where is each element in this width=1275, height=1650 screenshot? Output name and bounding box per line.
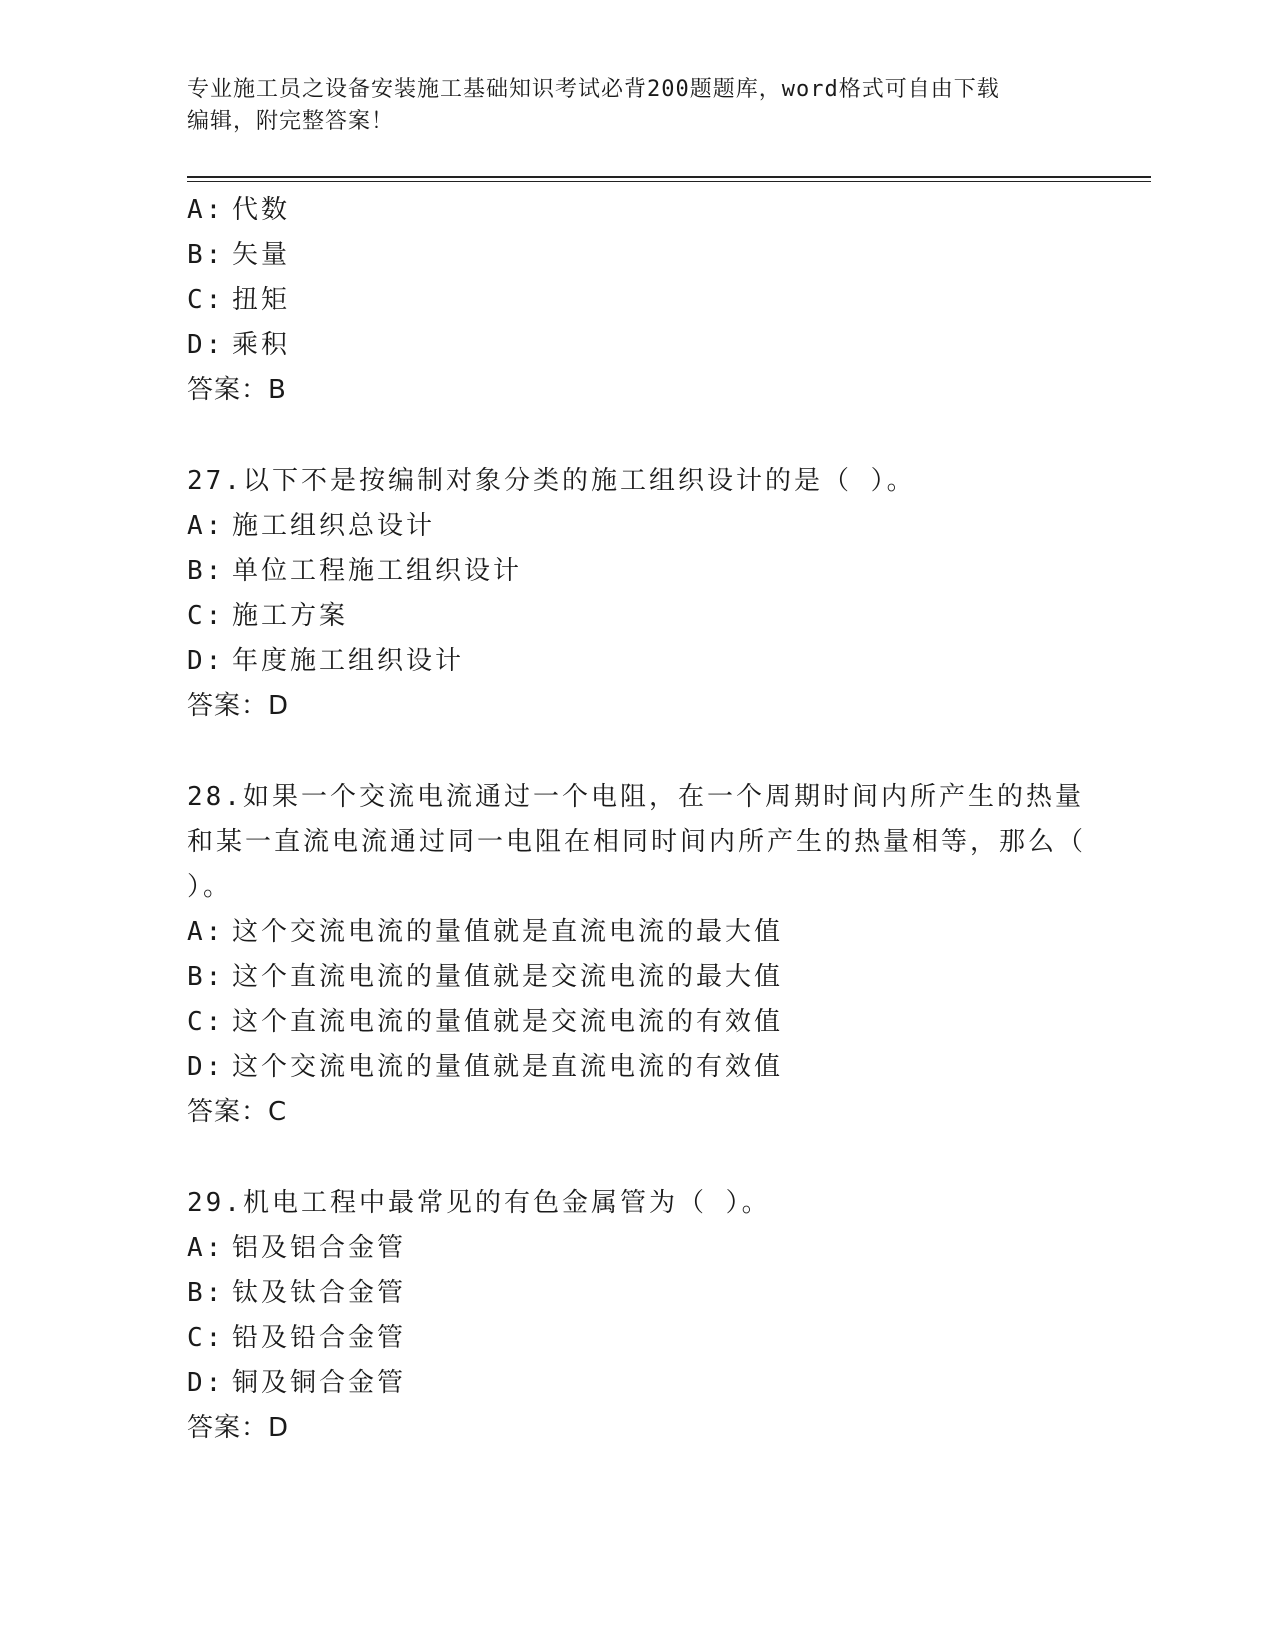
question-stem: 28.如果一个交流电流通过一个电阻，在一个周期时间内所产生的热量和某一直流电流通过同一电阻在相同时间内所产生的热量相等，那么（ ）。 [187,782,1087,902]
spacer [187,1135,1087,1181]
option-d [187,1361,1087,1406]
option-c [187,594,1087,639]
question-stem: 29.机电工程中最常见的有色金属管为（ ）。 [187,1188,771,1218]
option-letter: D: [187,1368,225,1398]
option-text: 施工组织总设计 [232,511,436,541]
option-text: 钛及钛合金管 [232,1278,407,1308]
option-text: 代数 [232,195,291,225]
option-letter: A: [187,1233,225,1263]
option-b [187,1271,1087,1316]
answer-line: 答案：D [187,1413,290,1443]
option-c [187,278,1087,323]
option-text: 这个直流电流的量值就是交流电流的最大值 [232,962,784,992]
option-letter: C: [187,1007,225,1037]
option-text: 这个交流电流的量值就是直流电流的最大值 [232,917,784,947]
option-letter: D: [187,646,225,676]
option-letter: C: [187,285,225,315]
option-letter: A: [187,917,225,947]
header-divider-thick [187,176,1151,178]
option-c [187,1000,1087,1045]
option-letter: B: [187,240,225,270]
option-b [187,233,1087,278]
question-stem: 27.以下不是按编制对象分类的施工组织设计的是（ ）。 [187,466,916,496]
option-text: 铅及铅合金管 [232,1323,407,1353]
header-line-1: 专业施工员之设备安装施工基础知识考试必背200题题库，word格式可自由下载 [187,77,1000,102]
header-line-2: 编辑，附完整答案！ [187,109,395,134]
option-text: 单位工程施工组织设计 [232,556,523,586]
option-d [187,1045,1087,1090]
option-letter: C: [187,601,225,631]
option-letter: A: [187,511,225,541]
option-text: 铜及铜合金管 [232,1368,407,1398]
option-letter: C: [187,1323,225,1353]
spacer [187,413,1087,459]
option-letter: B: [187,556,225,586]
option-letter: D: [187,1052,225,1082]
option-letter: D: [187,330,225,360]
answer-line: 答案：B [187,375,287,405]
option-text: 年度施工组织设计 [232,646,465,676]
option-letter: B: [187,962,225,992]
option-b [187,549,1087,594]
answer-line: 答案：D [187,691,290,721]
option-c [187,1316,1087,1361]
question-27 [187,459,1087,729]
option-text: 扭矩 [232,285,291,315]
option-text: 乘积 [232,330,291,360]
option-b [187,955,1087,1000]
option-a [187,1226,1087,1271]
header-divider-thin [187,181,1151,182]
carryover-question [187,188,1087,413]
option-text: 这个直流电流的量值就是交流电流的有效值 [232,1007,784,1037]
option-letter: A: [187,195,225,225]
option-a [187,504,1087,549]
question-28 [187,775,1087,1135]
option-letter: B: [187,1278,225,1308]
option-d [187,639,1087,684]
spacer [187,729,1087,775]
option-a [187,910,1087,955]
option-a [187,188,1087,233]
question-29 [187,1181,1087,1451]
option-d [187,323,1087,368]
option-text: 矢量 [232,240,291,270]
option-text: 这个交流电流的量值就是直流电流的有效值 [232,1052,784,1082]
option-text: 铝及铝合金管 [232,1233,407,1263]
document-header [187,74,1087,138]
option-text: 施工方案 [232,601,349,631]
answer-line: 答案：C [187,1097,288,1127]
document-body [187,188,1087,1451]
